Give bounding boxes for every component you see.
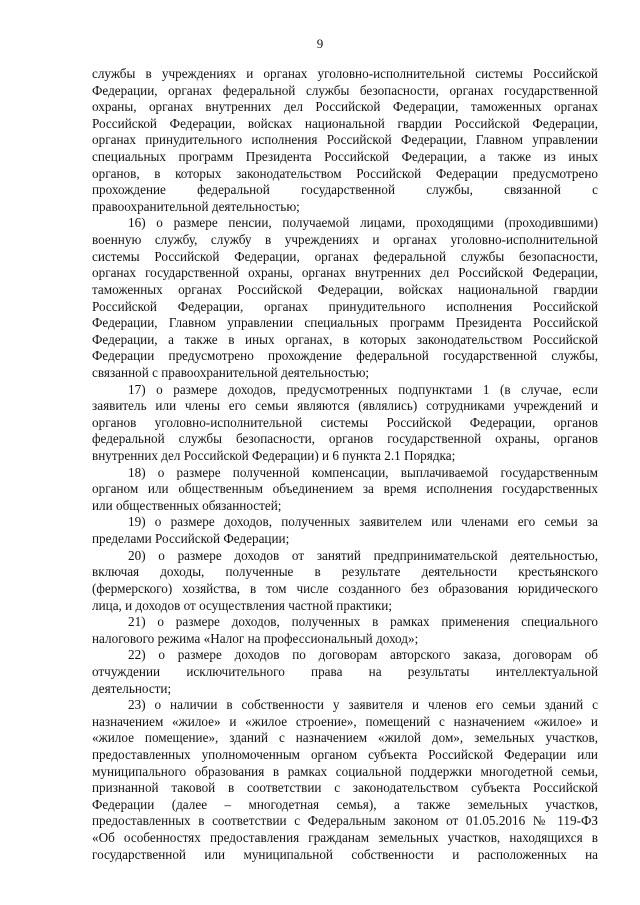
text-line: 21) о размере доходов, полученных в рамках применения специального [128,614,598,630]
text-line: отчуждении исключительного права на результаты интеллектуальной [92,663,598,679]
text-line: 17) о размере доходов, предусмотренных подпунктами 1 (в случае, если [128,381,598,397]
text-line: муниципального образования в рамках социальной поддержки многодетной семьи, [92,763,598,779]
text-line: таможенных органах Российской Федерации, войсках национальной гвардии [92,281,598,297]
text-line: (фермерского) хозяйства, в том числе созданного без образования юридического [92,580,598,596]
document-body-text [92,66,598,863]
text-line: органов, в которых законодательством Российской Федерации предусмотрено [92,165,598,181]
text-line: специальных программ Президента Российской Федерации, а также из иных [92,149,598,165]
text-line: Федерации (далее – многодетная семья), а также земельных участков, [92,796,598,812]
text-line: Российской Федерации, органах принудительного исполнения Российской [92,298,598,314]
text-line: деятельности; [92,680,172,696]
text-line: органом или общественным объединением за время исполнения государственных [92,481,598,497]
text-line: внутренних дел Российской Федерации) и 6 пункта 2.1 Порядка; [92,448,456,464]
text-line: охраны, органах внутренних дел Российской Федерации, таможенных органах [92,99,598,115]
text-line: государственной или муниципальной собственности и расположенных на [92,846,598,862]
page-number: 9 [316,36,324,51]
text-line: 22) о размере доходов по договорам авторского заказа, договорам об [128,647,598,663]
text-line: 20) о размере доходов от занятий предпринимательской деятельностью, [128,547,598,563]
text-line: органах государственной охраны, органах внутренних дел Российской Федерации, [92,265,598,281]
text-line: Российской Федерации, войсках национальной гвардии Российской Федерации, [92,115,598,131]
text-line: системы Российской Федерации, органах федеральной службы безопасности, [92,248,598,264]
text-line: 23) о наличии в собственности у заявителя и членов его семьи зданий с [128,697,598,713]
text-line: военную службу, службу в учреждениях и органах уголовно-исполнительной [92,232,598,248]
text-line: предоставленных в соответствии с Федеральным законом от 01.05.2016 № 119-ФЗ [92,813,598,829]
text-line: органах принудительного исполнения Российской Федерации, Главном управлении [92,132,598,148]
text-line: заявитель или члены его семьи являются (являлись) сотрудниками учреждений и [92,398,598,414]
text-line: правоохранительной деятельностью; [92,198,300,214]
text-line: назначением «жилое» и «жилое строение», помещений с назначением «жилое» и [92,713,598,729]
text-line: включая доходы, полученные в результате деятельности крестьянского [92,564,598,580]
text-line: или общественных обязанностей; [92,497,282,513]
text-line: лица, и доходов от осуществления частной практики; [92,597,392,613]
text-line: Федерации, органах федеральной службы безопасности, органах государственной [92,82,598,98]
text-line: Федерации, Главном управлении специальных программ Президента Российской [92,315,598,331]
text-line: федеральной службы безопасности, органов государственной охраны, органов [92,431,598,447]
text-line: 16) о размере пенсии, получаемой лицами, проходящими (проходившими) [128,215,598,231]
text-line: пределами Российской Федерации; [92,531,290,547]
text-line: предоставленных уполномоченным органом субъекта Российской Федерации или [92,746,598,762]
text-line: прохождение федеральной государственной службы, связанной с [92,182,598,198]
text-line: 18) о размере полученной компенсации, выплачиваемой государственным [128,464,598,480]
text-line: Федерации, а также в иных органах, в которых законодательством Российской [92,331,598,347]
text-line: налогового режима «Налог на профессиональный доход»; [92,630,419,646]
text-line: «Об особенностях предоставления гражданам земельных участков, находящихся в [92,830,598,846]
text-line: Федерации предусмотрено прохождение федеральной государственной службы, [92,348,598,364]
text-line: органов уголовно-исполнительной системы Российской Федерации, органов [92,414,598,430]
text-line: связанной с правоохранительной деятельностью; [92,364,370,380]
text-line: признанной таковой в соответствии с законодательством субъекта Российской [92,780,598,796]
text-line: «жилое помещение», зданий с назначением «жилой дом», земельных участков, [92,730,598,746]
text-line: 19) о размере доходов, полученных заявителем или членами его семьи за [128,514,598,530]
text-line: службы в учреждениях и органах уголовно-исполнительной системы Российской [92,66,598,81]
